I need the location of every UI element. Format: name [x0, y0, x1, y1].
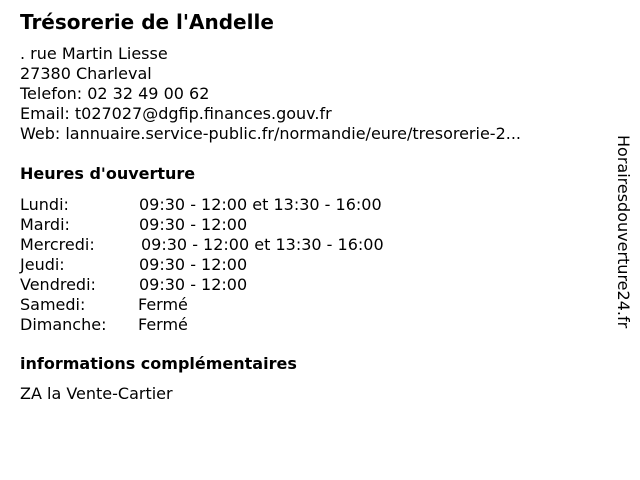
hours-day: Samedi: — [20, 295, 86, 314]
hours-day: Lundi: — [20, 195, 69, 214]
hours-time: 09:30 - 12:00 — [139, 255, 248, 274]
page-title: Trésorerie de l'Andelle — [20, 10, 274, 34]
hours-row — [20, 275, 248, 295]
phone-number[interactable]: Telefon: 02 32 49 00 62 — [20, 84, 210, 103]
hours-day: Vendredi: — [20, 275, 96, 294]
hours-row — [20, 215, 248, 235]
hours-day: Mardi: — [20, 215, 70, 234]
hours-day: Mercredi: — [20, 235, 95, 254]
address-block — [20, 44, 521, 144]
email-address[interactable]: Email: t027027@dgfip.finances.gouv.fr — [20, 104, 332, 123]
hours-table — [20, 195, 384, 335]
hours-time: 09:30 - 12:00 — [139, 215, 248, 234]
web-link[interactable]: Web: lannuaire.service-public.fr/normandie/eure/tresorerie-2... — [20, 124, 522, 143]
hours-time: Fermé — [138, 315, 188, 334]
hours-row — [20, 195, 382, 215]
hours-row — [20, 255, 248, 275]
hours-day: Dimanche: — [20, 315, 107, 334]
watermark-text: Horairesdouverture24.fr — [614, 135, 633, 329]
hours-day: Jeudi: — [20, 255, 65, 274]
hours-row — [20, 315, 188, 335]
info-text: ZA la Vente-Cartier — [20, 384, 173, 403]
hours-row — [20, 235, 384, 255]
hours-time: Fermé — [138, 295, 188, 314]
hours-heading: Heures d'ouverture — [20, 164, 196, 183]
street-address: . rue Martin Liesse — [20, 44, 168, 63]
city-address: 27380 Charleval — [20, 64, 152, 83]
hours-time: 09:30 - 12:00 et 13:30 - 16:00 — [139, 195, 382, 214]
info-heading: informations complémentaires — [20, 354, 297, 373]
hours-time: 09:30 - 12:00 — [139, 275, 248, 294]
hours-time: 09:30 - 12:00 et 13:30 - 16:00 — [141, 235, 384, 254]
hours-row — [20, 295, 188, 315]
